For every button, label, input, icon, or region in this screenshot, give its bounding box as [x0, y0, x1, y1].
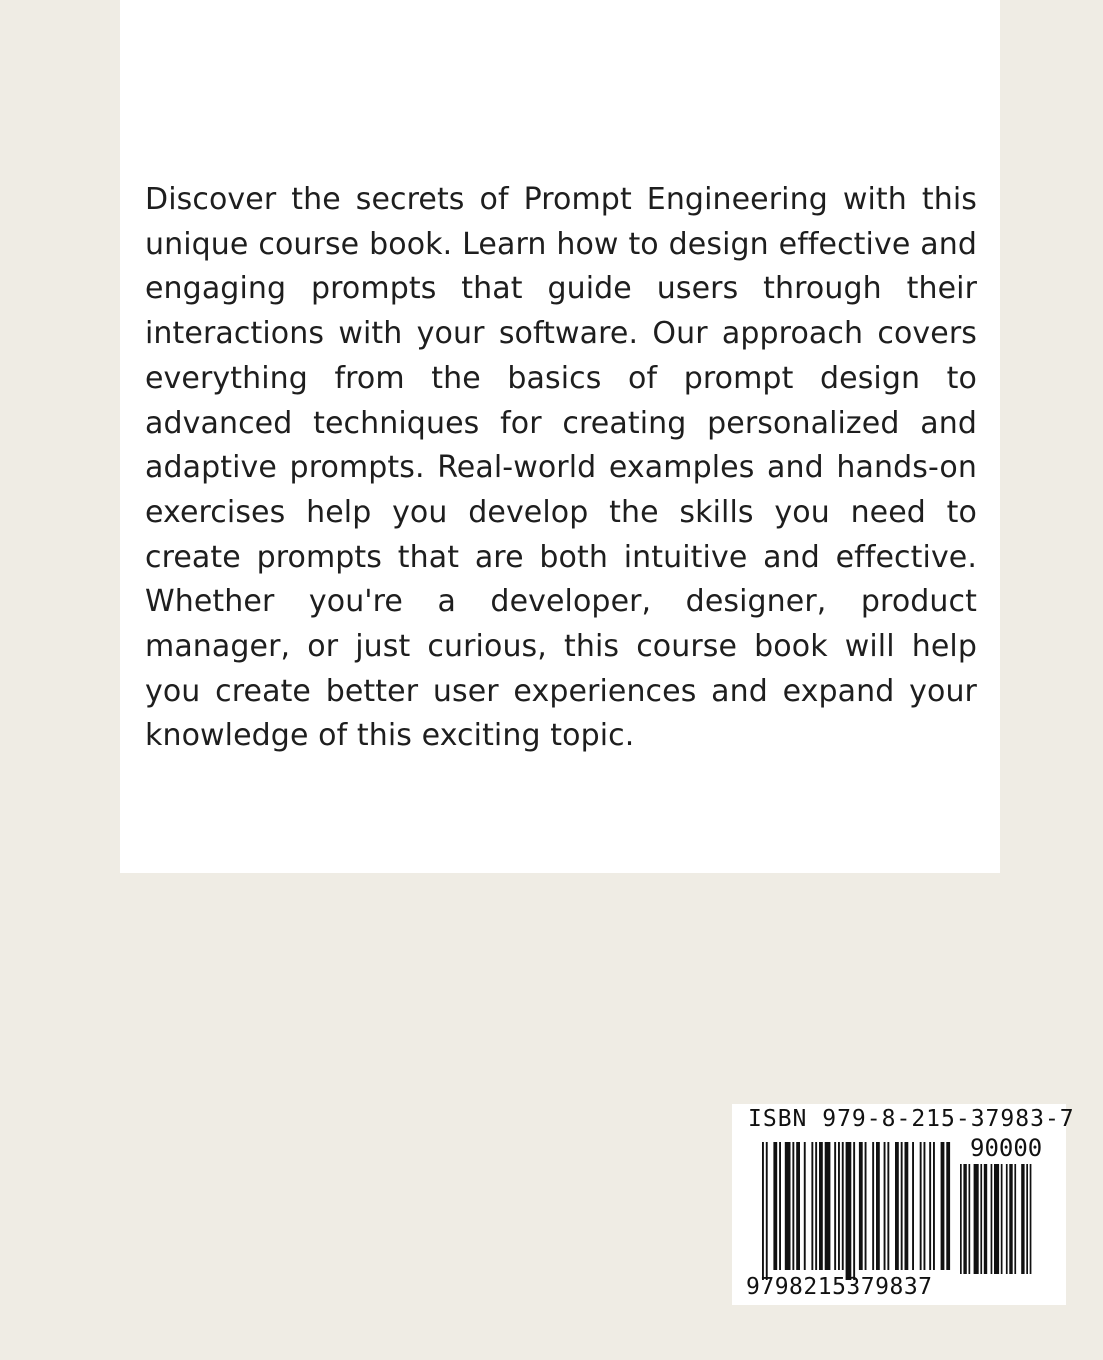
- barcode-bar: [960, 1164, 962, 1274]
- barcode-bar: [804, 1142, 806, 1270]
- barcode-bar: [766, 1142, 768, 1280]
- price-code: 90000: [970, 1134, 1043, 1162]
- text-panel: [120, 0, 1000, 873]
- barcode-bar: [834, 1142, 836, 1270]
- barcode-bar: [901, 1142, 903, 1270]
- barcode-bar: [933, 1142, 935, 1270]
- barcode-bar: [846, 1142, 852, 1280]
- barcode-bar: [762, 1142, 764, 1280]
- barcode-bar: [884, 1142, 886, 1270]
- barcode-bar: [815, 1142, 817, 1270]
- barcode-bar: [1030, 1164, 1032, 1274]
- barcode-bar: [1026, 1164, 1028, 1274]
- barcode-bar: [811, 1142, 813, 1270]
- barcode-bar: [859, 1142, 863, 1270]
- barcode-bar: [920, 1142, 922, 1270]
- barcode-bar: [994, 1164, 999, 1274]
- barcode-bar: [1006, 1164, 1008, 1274]
- barcode-bar: [853, 1142, 855, 1280]
- barcode-bar: [905, 1142, 909, 1270]
- barcode-bar: [819, 1142, 823, 1270]
- isbn-barcode-box: [732, 1104, 1075, 1305]
- barcode-bar: [1021, 1164, 1024, 1274]
- barcode-bar: [779, 1142, 781, 1270]
- barcode-bar: [785, 1142, 791, 1270]
- barcode-bar: [963, 1164, 966, 1274]
- isbn-label: ISBN 979-8-215-37983-7: [748, 1106, 1075, 1132]
- book-description: Discover the secrets of Prompt Engineering with this unique course book. Learn how to design effective and engaging prompts that guide users through their interactions with your software. Our approach covers everything from the basics of prompt design to advanced techniques for creating personalized and adaptive prompts. Real-world examples and hands-on exercises help you develop the skills you need to create prompts that are both intuitive and effective. Whether you're a developer, designer, product manager, or just curious, this course book will help you create better user experiences and expand your knowledge of this exciting topic.: [145, 182, 977, 754]
- barcode-bar: [825, 1142, 831, 1270]
- barcode-bar: [1014, 1164, 1016, 1274]
- barcode-bar: [872, 1142, 874, 1270]
- barcode-bar: [984, 1164, 987, 1274]
- barcode-bar: [1001, 1164, 1003, 1274]
- barcode-bar: [865, 1142, 867, 1270]
- barcode-bar: [969, 1164, 971, 1274]
- barcode-bar: [912, 1142, 914, 1270]
- barcode-bar: [929, 1142, 931, 1270]
- barcode-bar: [796, 1142, 800, 1270]
- ean-digits: 9798215379837: [746, 1274, 933, 1300]
- barcode-bar: [895, 1142, 899, 1270]
- barcode-bar: [991, 1164, 993, 1274]
- barcode-bar: [980, 1164, 982, 1274]
- barcode-bar: [941, 1142, 945, 1270]
- barcode-bar: [1009, 1164, 1012, 1274]
- barcode-bar: [773, 1142, 777, 1270]
- barcode-bar: [887, 1142, 889, 1270]
- barcode-bar: [842, 1142, 844, 1270]
- barcode-bar: [946, 1142, 950, 1270]
- ean-barcode: [762, 1142, 952, 1282]
- barcode-bar: [924, 1142, 926, 1270]
- barcode-bar: [974, 1164, 979, 1274]
- barcode-bar: [838, 1142, 840, 1270]
- addon-barcode: [960, 1164, 1056, 1276]
- barcode-bar: [792, 1142, 794, 1270]
- barcode-bar: [876, 1142, 880, 1270]
